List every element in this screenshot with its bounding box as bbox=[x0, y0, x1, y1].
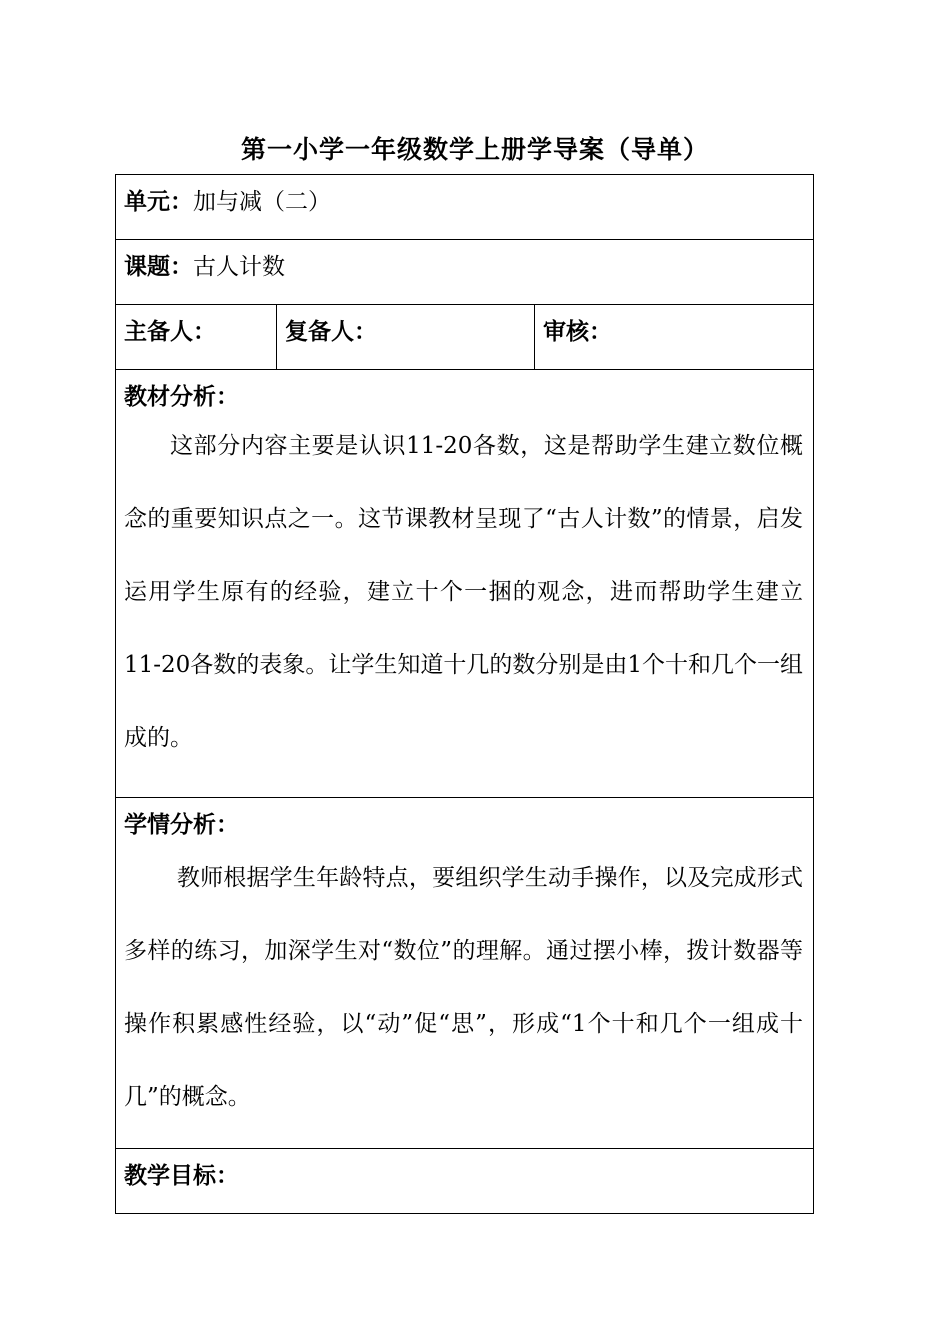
main-prep-label: 主备人： bbox=[124, 318, 216, 345]
review-cell bbox=[535, 305, 814, 370]
unit-value: 加与减（二） bbox=[193, 189, 331, 215]
teaching-goals-row bbox=[116, 1149, 814, 1214]
learner-analysis-text: 教师根据学生年龄特点，要组织学生动手操作，以及完成形式多样的练习，加深学生对“数位”的理解。通过摆小棒，拨计数器等操作积累感性经验，以“动”促“思”，形成“1个十和几个一组成十几”的概念。 bbox=[124, 865, 804, 1110]
document-title: 第一小学一年级数学上册学导案（导单） bbox=[240, 135, 709, 164]
main-prep-cell bbox=[116, 305, 277, 370]
teaching-goals-label: 教学目标： bbox=[124, 1162, 239, 1189]
co-prep-label: 复备人： bbox=[285, 318, 377, 345]
material-analysis-text: 这部分内容主要是认识11-20各数，这是帮助学生建立数位概念的重要知识点之一。这节课教材呈现了“古人计数”的情景，启发运用学生原有的经验，建立十个一捆的观念，进而帮助学生建立11-20各数的表象。让学生知道十几的数分别是由1个十和几个一组成的。 bbox=[124, 433, 804, 751]
unit-cell bbox=[116, 175, 814, 240]
learner-analysis-cell bbox=[116, 798, 814, 1149]
topic-label: 课题： bbox=[124, 253, 193, 280]
unit-label: 单元： bbox=[124, 188, 193, 215]
material-analysis-row bbox=[116, 370, 814, 798]
material-analysis-label: 教材分析： bbox=[124, 383, 239, 410]
learner-analysis-label: 学情分析： bbox=[124, 811, 239, 838]
topic-value: 古人计数 bbox=[193, 254, 285, 280]
staff-row bbox=[116, 305, 814, 370]
lesson-plan-table bbox=[115, 174, 814, 1214]
teaching-goals-cell bbox=[116, 1149, 814, 1214]
topic-row bbox=[116, 240, 814, 305]
review-label: 审核： bbox=[543, 318, 612, 345]
topic-cell bbox=[116, 240, 814, 305]
learner-analysis-row bbox=[116, 798, 814, 1149]
co-prep-cell bbox=[277, 305, 535, 370]
unit-row bbox=[116, 175, 814, 240]
material-analysis-cell bbox=[116, 370, 814, 798]
